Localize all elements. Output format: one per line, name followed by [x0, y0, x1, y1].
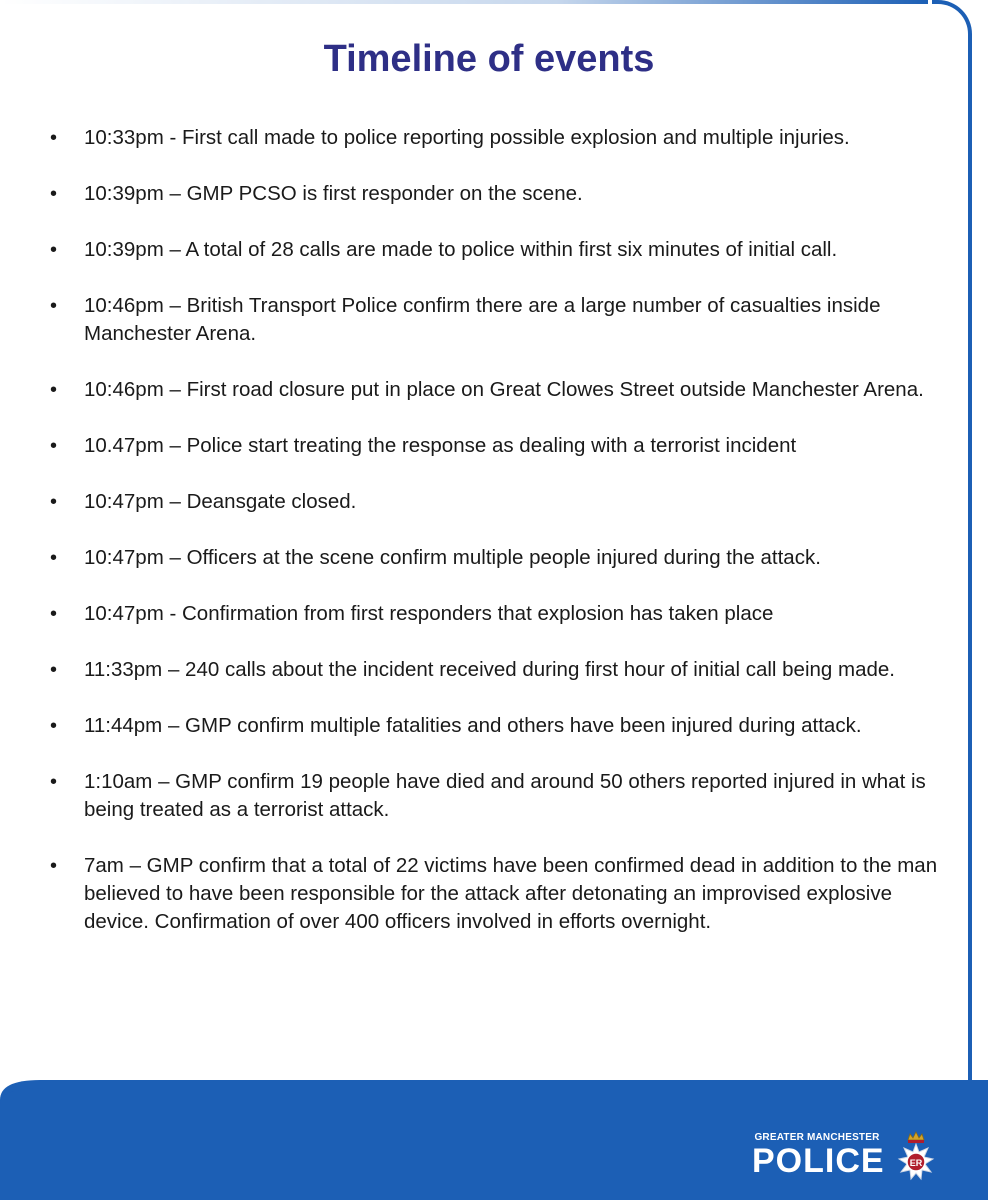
- timeline-item: [0, 852, 960, 936]
- footer-band: [0, 1122, 988, 1200]
- timeline-item: [0, 236, 960, 264]
- timeline-item: [0, 600, 960, 628]
- bullet-icon: •: [50, 295, 58, 317]
- timeline-item: [0, 544, 960, 572]
- timeline-item-text: 10:47pm – Deansgate closed.: [84, 490, 357, 513]
- bullet-icon: •: [50, 379, 58, 401]
- gmp-logo: [752, 1128, 962, 1192]
- timeline-item: [0, 656, 960, 684]
- timeline-list: [0, 124, 960, 964]
- timeline-item-text: 10:46pm – First road closure put in place on Great Clowes Street outside Manchester Arena.: [84, 378, 924, 401]
- timeline-item: [0, 768, 960, 824]
- timeline-item: [0, 488, 960, 516]
- bullet-icon: •: [50, 715, 58, 737]
- bullet-icon: •: [50, 603, 58, 625]
- timeline-item-text: 11:33pm – 240 calls about the incident received during first hour of initial call being made.: [84, 658, 895, 681]
- bullet-icon: •: [50, 659, 58, 681]
- bullet-icon: •: [50, 239, 58, 261]
- timeline-item-text: 1:10am – GMP confirm 19 people have died and around 50 others reported injured in what is being treated as a terrorist attack.: [84, 770, 926, 821]
- timeline-item-text: 10:39pm – A total of 28 calls are made to police within first six minutes of initial call.: [84, 238, 838, 261]
- timeline-item: [0, 376, 960, 404]
- bullet-icon: •: [50, 855, 58, 877]
- page-title: Timeline of events: [323, 38, 655, 80]
- logo-line2: POLICE: [752, 1142, 885, 1180]
- police-crest-icon: [888, 1130, 944, 1192]
- timeline-item: [0, 180, 960, 208]
- bullet-icon: •: [50, 547, 58, 569]
- timeline-item: [0, 432, 960, 460]
- bullet-icon: •: [50, 183, 58, 205]
- frame-top-border: [0, 0, 928, 4]
- bullet-icon: •: [50, 771, 58, 793]
- timeline-item-text: 11:44pm – GMP confirm multiple fatalities and others have been injured during attack.: [84, 714, 862, 737]
- timeline-item-text: 10.47pm – Police start treating the response as dealing with a terrorist incident: [84, 434, 797, 457]
- timeline-item-text: 10:39pm – GMP PCSO is first responder on the scene.: [84, 182, 583, 205]
- timeline-item-text: 10:46pm – British Transport Police confirm there are a large number of casualties inside Manchester Arena.: [84, 294, 881, 345]
- timeline-item-text: 10:47pm – Officers at the scene confirm multiple people injured during the attack.: [84, 546, 821, 569]
- timeline-item-text: 10:47pm - Confirmation from first responders that explosion has taken place: [84, 602, 774, 625]
- crest-letters: ER: [909, 1158, 923, 1168]
- timeline-item: [0, 712, 960, 740]
- timeline-item-text: 10:33pm - First call made to police reporting possible explosion and multiple injuries.: [84, 126, 850, 149]
- bullet-icon: •: [50, 435, 58, 457]
- timeline-item-text: 7am – GMP confirm that a total of 22 victims have been confirmed dead in addition to the man believed to have been responsible for the attack after detonating an improvised explosive device. Confirmation of over 400 officers involved in efforts overnight.: [84, 854, 938, 933]
- bullet-icon: •: [50, 491, 58, 513]
- timeline-item: [0, 292, 960, 348]
- bullet-icon: •: [50, 127, 58, 149]
- timeline-item: [0, 124, 960, 152]
- logo-line1: GREATER MANCHESTER: [754, 1132, 880, 1143]
